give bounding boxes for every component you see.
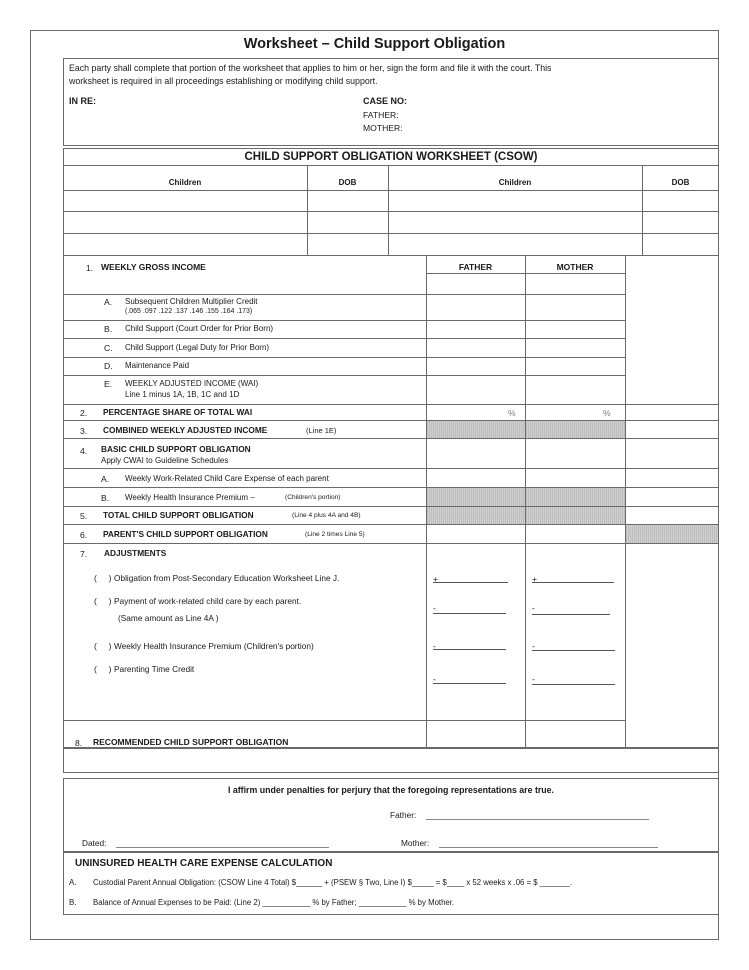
line-4b-note: (Children's portion) (285, 494, 341, 501)
adjustment-checkbox[interactable]: ( ) (94, 641, 112, 651)
line-1d-label: Maintenance Paid (125, 361, 190, 370)
child-name-field[interactable] (389, 234, 641, 254)
mother-sign: - (532, 674, 535, 684)
child-dob-field[interactable] (643, 212, 718, 232)
line-letter: E. (104, 379, 113, 389)
mother-column-header: MOTHER (556, 262, 594, 272)
line-1a-label: Subsequent Children Multiplier Credit (125, 297, 258, 306)
line-number: 6. (80, 530, 88, 540)
child-name-field[interactable] (64, 212, 306, 232)
father-adjustment-field[interactable] (433, 582, 508, 583)
line-8-label: RECOMMENDED CHILD SUPPORT OBLIGATION (93, 737, 289, 747)
line-number: 4. (80, 446, 88, 456)
shaded-cell (626, 525, 718, 543)
csow-title: CHILD SUPPORT OBLIGATION WORKSHEET (CSOW) (244, 151, 538, 163)
child-name-field[interactable] (64, 234, 306, 254)
father-sign: - (433, 603, 436, 613)
document-title: Worksheet – Child Support Obligation (243, 36, 506, 52)
father-signature-label: Father: (390, 810, 417, 820)
line-4-label: BASIC CHILD SUPPORT OBLIGATION (101, 444, 251, 454)
line-letter: B. (104, 324, 113, 334)
adjustment-checkbox[interactable]: ( ) (94, 596, 112, 606)
uninsured-line-b-text: Balance of Annual Expenses to be Paid: (Line 2) ___________ % by Father; ___________ % by Mother. (93, 898, 455, 907)
mother-sign: - (532, 641, 535, 651)
line-number: 1. (86, 263, 94, 273)
line-letter: D. (104, 361, 113, 371)
line-5-label: TOTAL CHILD SUPPORT OBLIGATION (103, 510, 254, 520)
mother-percent-sign: % (603, 408, 611, 418)
line-letter: A. (104, 297, 113, 307)
uninsured-title: UNINSURED HEALTH CARE EXPENSE CALCULATION (75, 858, 333, 869)
mother-signature-label: Mother: (401, 838, 430, 848)
shaded-cell (526, 421, 625, 438)
shaded-cell (427, 421, 525, 438)
line-1c-label: Child Support (Legal Duty for Prior Born) (125, 343, 270, 352)
mother-adjustment-field[interactable] (532, 684, 615, 685)
line-1e-label: WEEKLY ADJUSTED INCOME (WAI) (125, 379, 259, 388)
father-sign: + (433, 574, 439, 584)
line-6-note: (Line 2 times Line 5) (305, 531, 365, 538)
uninsured-line-a-text: Custodial Parent Annual Obligation: (CSOW Line 4 Total) $______ + (PSEW § Two, Line I) $_____ = $____ x 52 weeks x .06 = $ _______. (93, 878, 573, 887)
divider (63, 524, 719, 525)
line-4a-label: Weekly Work-Related Child Care Expense of each parent (125, 474, 329, 483)
divider (63, 543, 719, 544)
line-6-label: PARENT'S CHILD SUPPORT OBLIGATION (103, 529, 268, 539)
divider (63, 468, 719, 469)
shaded-cell (427, 507, 525, 524)
child-dob-field[interactable] (308, 212, 387, 232)
mother-signature-field[interactable] (439, 847, 658, 848)
divider (63, 375, 625, 376)
divider (426, 273, 625, 274)
father-signature-field[interactable] (426, 819, 649, 820)
adjustment-label: Payment of work-related child care by each parent. (114, 596, 302, 606)
divider (625, 255, 626, 748)
dob-header-2: DOB (671, 178, 690, 187)
divider (63, 404, 719, 405)
children-header-1: Children (168, 178, 202, 187)
intro-line-1: Each party shall complete that portion of the worksheet that applies to him or her, sign the form and file it with the court. This (69, 63, 552, 73)
father-sign: - (433, 674, 436, 684)
line-3-label: COMBINED WEEKLY ADJUSTED INCOME (103, 425, 268, 435)
father-percent-sign: % (508, 408, 516, 418)
adjustment-label: Parenting Time Credit (114, 664, 195, 674)
mother-adjustment-field[interactable] (532, 582, 614, 583)
intro-line-2: worksheet is required in all proceedings establishing or modifying child support. (69, 76, 378, 86)
divider (63, 357, 625, 358)
in-re-label: IN RE: (69, 96, 96, 106)
child-name-field[interactable] (389, 212, 641, 232)
adjustment-label: Weekly Health Insurance Premium (Children's portion) (114, 641, 314, 651)
line-letter: A. (101, 474, 110, 484)
divider (63, 320, 625, 321)
mother-adjustment-field[interactable] (532, 614, 610, 615)
father-sign: - (433, 641, 436, 651)
father-adjustment-field[interactable] (433, 613, 506, 614)
divider (63, 338, 625, 339)
mother-sign: + (532, 574, 538, 584)
dob-header-1: DOB (338, 178, 357, 187)
divider (63, 294, 625, 295)
line-number: 2. (80, 408, 88, 418)
mother-label: MOTHER: (363, 123, 403, 133)
mother-sign: - (532, 603, 535, 613)
line-4-subtext: Apply CWAI to Guideline Schedules (101, 456, 229, 465)
child-name-field[interactable] (64, 191, 306, 210)
father-column-header: FATHER (458, 262, 493, 272)
uninsured-line-a-letter: A. (69, 878, 77, 887)
line-number: 5. (80, 511, 88, 521)
children-header-2: Children (498, 178, 532, 187)
divider (63, 720, 625, 721)
line-5-note: (Line 4 plus 4A and 4B) (292, 512, 361, 519)
line-1a-multipliers: (.065 .097 .122 .137 .146 .155 .164 .173) (125, 308, 253, 315)
father-adjustment-field[interactable] (433, 649, 506, 650)
line-letter: B. (101, 493, 110, 503)
father-label: FATHER: (363, 110, 399, 120)
line-1-label: WEEKLY GROSS INCOME (101, 262, 206, 272)
adjustment-checkbox[interactable]: ( ) (94, 664, 112, 674)
child-dob-field[interactable] (643, 191, 718, 210)
divider (63, 165, 719, 166)
line-number: 7. (80, 549, 88, 559)
dated-field[interactable] (116, 847, 329, 848)
divider (63, 255, 719, 256)
adjustment-sublabel: (Same amount as Line 4A ) (118, 613, 219, 623)
affirmation-statement: I affirm under penalties for perjury that the foregoing representations are true. (227, 785, 555, 795)
shaded-cell (526, 488, 625, 506)
line-2-label: PERCENTAGE SHARE OF TOTAL WAI (103, 407, 253, 417)
divider (63, 438, 719, 439)
mother-adjustment-field[interactable] (532, 650, 615, 651)
line-3-note: (Line 1E) (306, 426, 337, 435)
line-letter: C. (104, 343, 113, 353)
line-7-label: ADJUSTMENTS (104, 548, 167, 558)
shaded-cell (427, 488, 525, 506)
line-number: 8. (75, 738, 83, 748)
adjustment-checkbox[interactable]: ( ) (94, 573, 112, 583)
line-1b-label: Child Support (Court Order for Prior Born) (125, 324, 274, 333)
child-dob-field[interactable] (643, 234, 718, 254)
father-adjustment-field[interactable] (433, 683, 506, 684)
shaded-cell (526, 507, 625, 524)
case-no-label: CASE NO: (363, 96, 408, 106)
uninsured-line-b-letter: B. (69, 898, 77, 907)
spacer-row (63, 748, 719, 773)
line-number: 3. (80, 426, 88, 436)
child-name-field[interactable] (389, 191, 641, 210)
adjustment-label: Obligation from Post-Secondary Education Worksheet Line J. (114, 573, 340, 583)
line-4b-label: Weekly Health Insurance Premium – (125, 493, 255, 502)
line-1e-formula: Line 1 minus 1A, 1B, 1C and 1D (125, 390, 240, 399)
child-dob-field[interactable] (308, 234, 387, 254)
dated-label: Dated: (82, 838, 107, 848)
child-dob-field[interactable] (308, 191, 387, 210)
